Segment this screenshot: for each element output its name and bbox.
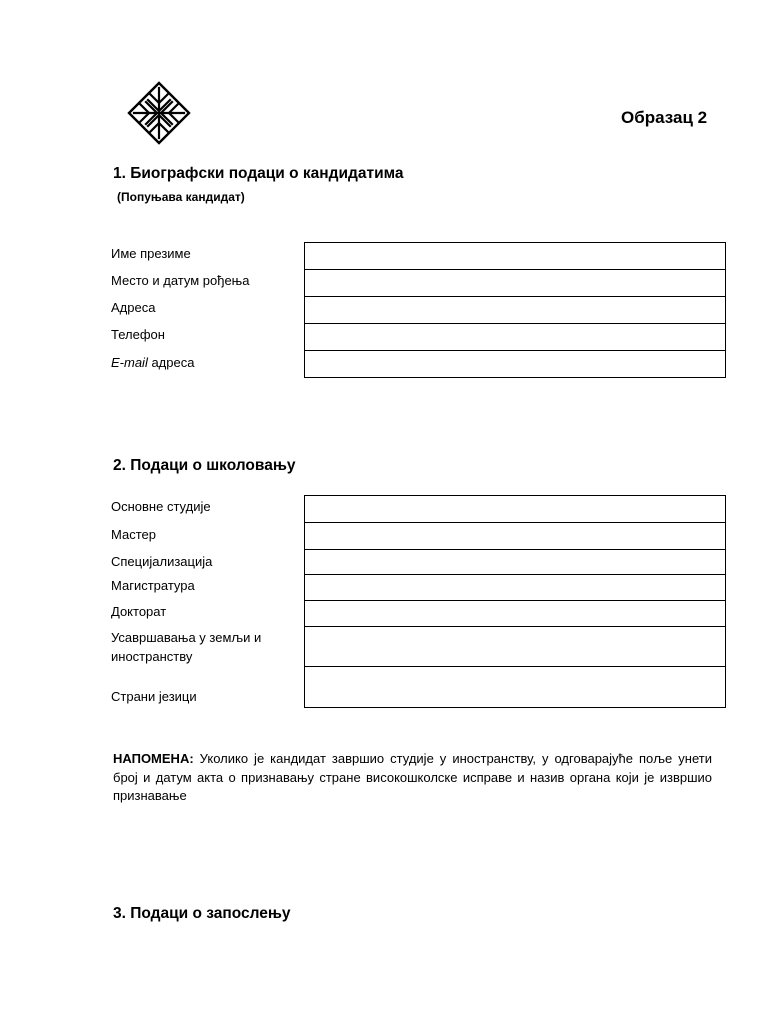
note-text: Уколико је кандидат завршио студије у иностранству, у одговарајуће поље унети број и датум акта о признавању стране високошколске исправе и назив органа који је извршио признавање xyxy=(113,751,712,803)
section-1-title: 1. Биографски подаци о кандидатима xyxy=(113,165,404,182)
label-training-line1: Усавршавања у земљи и xyxy=(111,630,262,645)
education-data-table xyxy=(304,495,726,708)
label-training-line2: иностранству xyxy=(111,649,193,664)
form-number: Образац 2 xyxy=(621,108,708,127)
label-email xyxy=(111,353,194,372)
note-heading: НАПОМЕНА: xyxy=(113,751,194,766)
field-basic-studies[interactable] xyxy=(305,496,726,523)
section-1-subtitle: (Попуњава кандидат) xyxy=(117,190,245,204)
field-address[interactable] xyxy=(305,297,726,324)
section-2-title: 2. Подаци о школовању xyxy=(113,457,296,474)
biographic-data-table xyxy=(304,242,726,378)
label-doctorate: Докторат xyxy=(111,604,167,619)
label-foreign-languages: Страни језици xyxy=(111,689,197,704)
label-phone: Телефон xyxy=(111,327,165,342)
field-specialization[interactable] xyxy=(305,550,726,575)
ornament-logo-icon xyxy=(126,80,192,146)
field-email[interactable] xyxy=(305,351,726,378)
label-address: Адреса xyxy=(111,300,156,315)
label-training xyxy=(111,628,261,666)
field-master[interactable] xyxy=(305,523,726,550)
field-training[interactable] xyxy=(305,627,726,667)
label-master: Мастер xyxy=(111,527,156,542)
label-birth-place-date: Место и датум рођења xyxy=(111,273,250,288)
field-foreign-languages[interactable] xyxy=(305,667,726,708)
field-phone[interactable] xyxy=(305,324,726,351)
label-full-name: Име презиме xyxy=(111,246,191,261)
label-email-italic: E-mail xyxy=(111,355,148,370)
label-basic-studies: Основне студије xyxy=(111,499,211,514)
field-full-name[interactable] xyxy=(305,243,726,270)
label-email-rest: адреса xyxy=(147,355,195,370)
section-3-title: 3. Подаци о запослењу xyxy=(113,905,291,922)
field-doctorate[interactable] xyxy=(305,601,726,627)
field-birth-place-date[interactable] xyxy=(305,270,726,297)
label-specialization: Специјализација xyxy=(111,554,213,569)
label-magistrature: Магистратура xyxy=(111,578,195,593)
field-magistrature[interactable] xyxy=(305,575,726,601)
note-paragraph xyxy=(113,750,712,806)
